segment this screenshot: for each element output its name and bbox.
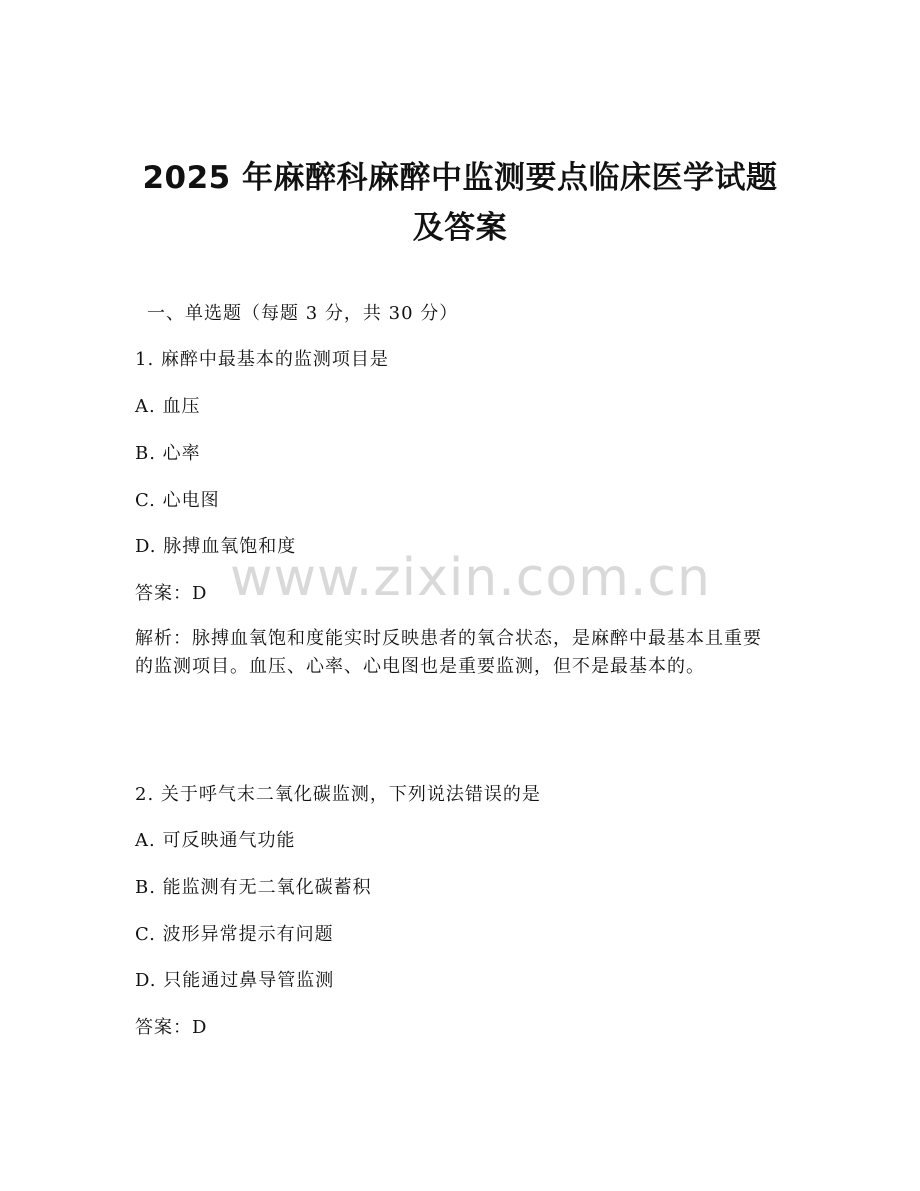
question-1-option-a: A. 血压 [135, 396, 201, 417]
question-1-option-d: D. 脉搏血氧饱和度 [135, 536, 297, 557]
document-title-line-1: 2025 年麻醉科麻醉中监测要点临床医学试题 [142, 160, 778, 196]
watermark: www.zixin.com.cn [230, 548, 711, 608]
question-2-option-b: B. 能监测有无二氧化碳蓄积 [135, 877, 372, 898]
question-1-stem: 1. 麻醉中最基本的监测项目是 [135, 349, 389, 370]
document-title-line-2: 及答案 [412, 210, 508, 246]
question-2-option-d: D. 只能通过鼻导管监测 [135, 970, 335, 991]
section-heading: 一、单选题（每题 3 分，共 30 分） [147, 303, 459, 324]
question-2-option-a: A. 可反映通气功能 [135, 830, 296, 851]
question-2-option-c: C. 波形异常提示有问题 [135, 924, 334, 945]
question-2-stem: 2. 关于呼气末二氧化碳监测，下列说法错误的是 [135, 784, 541, 805]
question-1-option-c: C. 心电图 [135, 490, 220, 511]
question-1-option-b: B. 心率 [135, 443, 201, 464]
question-1-answer: 答案：D [135, 583, 208, 604]
question-1-analysis: 解析：脉搏血氧饱和度能实时反映患者的氧合状态，是麻醉中最基本且重要的监测项目。血压、心率、心电图也是重要监测，但不是最基本的。 [135, 628, 762, 677]
question-2-answer: 答案：D [135, 1017, 208, 1038]
